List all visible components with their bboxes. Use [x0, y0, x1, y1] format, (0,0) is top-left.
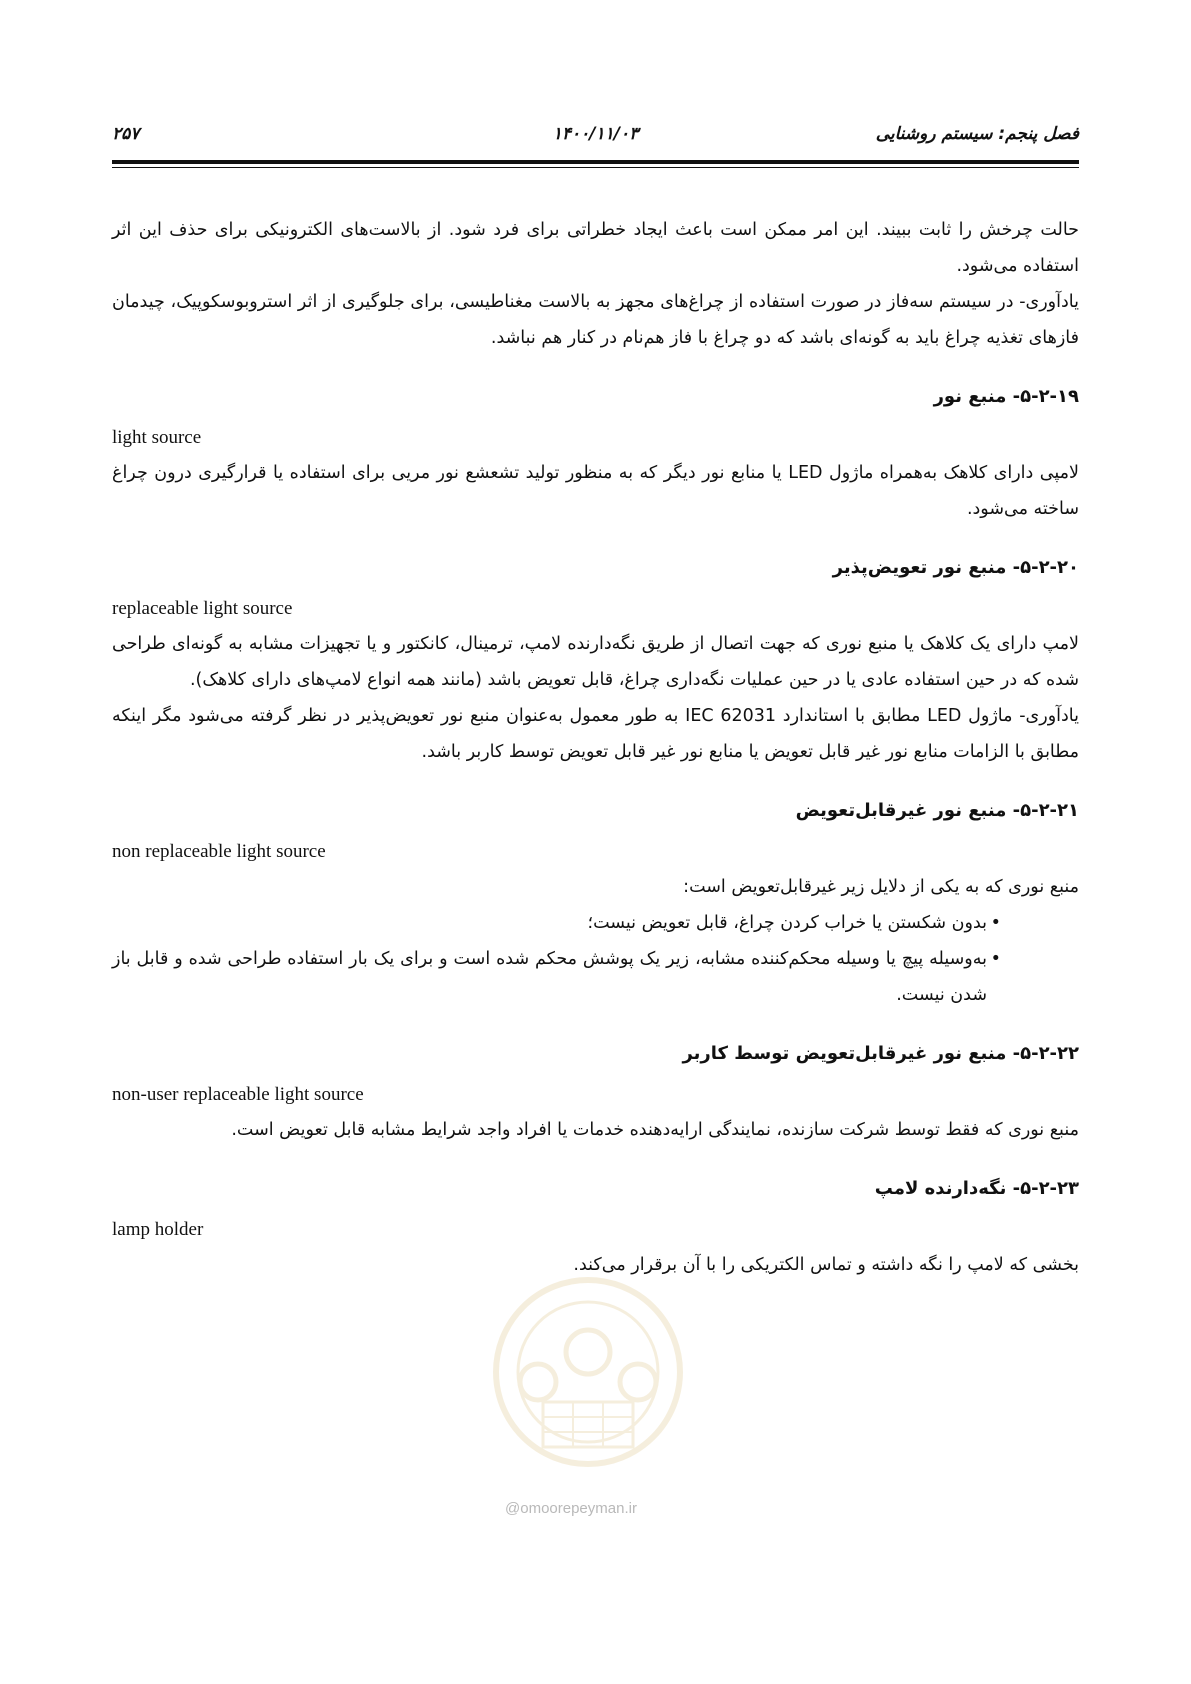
- section-21-heading: ۵-۲-۲۱- منبع نور غیرقابل‌تعویض: [795, 800, 1079, 821]
- section-22-definition: منبع نوری که فقط توسط شرکت سازنده، نمایندگی ارایه‌دهنده خدمات یا افراد واجد شرایط مشابه قابل تعویض است.: [231, 1120, 1079, 1140]
- section-20-english-term: replaceable light source: [112, 598, 293, 619]
- header-rule-thin: [112, 167, 1079, 168]
- page-number: ۲۵۷: [112, 124, 140, 144]
- section-19-heading: ۵-۲-۱۹- منبع نور: [933, 386, 1079, 407]
- section-21-english-term: non replaceable light source: [112, 841, 326, 862]
- section-21-bullet-list: [112, 905, 1079, 1013]
- section-20-heading: ۵-۲-۲۰- منبع نور تعویض‌پذیر: [832, 557, 1079, 578]
- section-21-definition: منبع نوری که به یکی از دلایل زیر غیرقابل‌تعویض است:: [683, 877, 1079, 897]
- list-item: [112, 941, 1079, 1013]
- watermark-text: @omoorepeyman.ir: [505, 1500, 637, 1517]
- header-rule-thick: [112, 160, 1079, 164]
- page-content: [112, 212, 1079, 1283]
- list-item: [112, 905, 1079, 941]
- list-item-text: به‌وسیله پیچ یا وسیله محکم‌کننده مشابه، زیر یک پوشش محکم شده است و برای یک بار استفاده طراحی شده و قابل باز شدن نیست.: [112, 949, 987, 1005]
- section-19-english-term: light source: [112, 427, 202, 448]
- section-23-definition: بخشی که لامپ را نگه داشته و تماس الکتریکی را با آن برقرار می‌کند.: [573, 1255, 1079, 1275]
- intro-note-paragraph: یادآوری- در سیستم سه‌فاز در صورت استفاده از چراغ‌های مجهز به بالاست مغناطیسی، برای جلوگیری از اثر استروبوسکوپیک، چیدمان فازهای تغذیه چراغ باید به گونه‌ای باشد که دو چراغ با فاز هم‌نام در کنار هم نباشد.: [112, 292, 1079, 348]
- section-23-heading: ۵-۲-۲۳- نگه‌دارنده لامپ: [874, 1178, 1079, 1199]
- bullet-icon: •: [990, 949, 1001, 969]
- section-23-english-term: lamp holder: [112, 1219, 204, 1240]
- section-19-definition: لامپی دارای کلاهک به‌همراه ماژول LED یا منابع نور دیگر که به منظور تولید تشعشع نور مریی برای استفاده یا قرارگیری درون چراغ ساخته می‌شود.: [112, 463, 1079, 519]
- section-22-english-term: non-user replaceable light source: [112, 1084, 364, 1105]
- section-22-heading: ۵-۲-۲۲- منبع نور غیرقابل‌تعویض توسط کاربر: [682, 1043, 1079, 1064]
- chapter-title: فصل پنجم: سیستم روشنایی: [875, 124, 1079, 144]
- section-20-definition: لامپ دارای یک کلاهک یا منبع نوری که جهت اتصال از طریق نگه‌دارنده لامپ، ترمینال، کانکتور و یا تجهیزات مشابه به گونه‌ای طراحی شده که در حین استفاده عادی یا در حین عملیات نگه‌داری چراغ، قابل تعویض باشد (مانند همه انواع لامپ‌های دارای کلاهک).: [112, 634, 1079, 690]
- list-item-text: بدون شکستن یا خراب کردن چراغ، قابل تعویض نیست؛: [587, 913, 987, 933]
- intro-paragraph: حالت چرخش را ثابت ببیند. این امر ممکن است باعث ایجاد خطراتی برای فرد شود. از بالاست‌های الکترونیکی برای حذف این اثر استفاده می‌شود.: [112, 220, 1079, 276]
- bullet-icon: •: [990, 913, 1001, 933]
- header-date: ۱۴۰۰/۱۱/۰۳: [552, 124, 639, 144]
- page-header: [112, 124, 1079, 150]
- watermark-logo: [488, 1262, 688, 1502]
- section-20-note: یادآوری- ماژول LED مطابق با استاندارد IEC 62031 به طور معمول به‌عنوان منبع نور تعویض‌پذیر در نظر گرفته می‌شود مگر اینکه مطابق با الزامات منابع نور غیر قابل تعویض یا منابع نور غیر قابل تعویض توسط کاربر باشد.: [112, 706, 1079, 762]
